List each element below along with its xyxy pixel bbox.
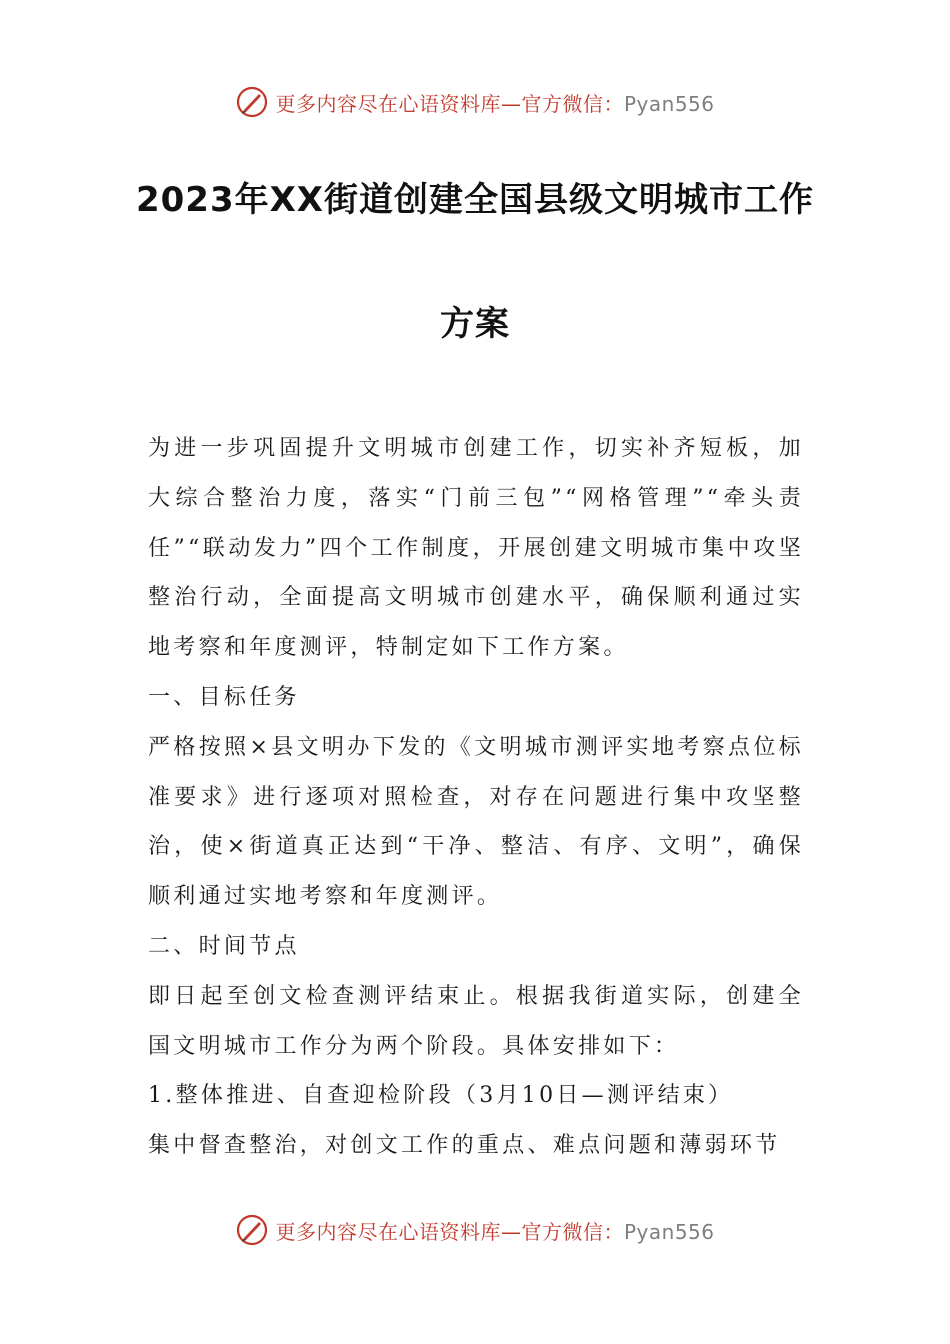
wechat-id: Pyan556 bbox=[623, 1219, 715, 1244]
paragraph-stage1: 集中督查整治，对创文工作的重点、难点问题和薄弱环节 bbox=[148, 1133, 781, 1159]
quill-logo-icon bbox=[235, 1213, 269, 1247]
paragraph-intro: 为进一步巩固提升文明城市创建工作，切实补齐短板，加大综合整治力度，落实“门前三包”“网格管理”“牵头责任”“联动发力”四个工作制度，开展创建文明城市集中攻坚整治行动，全面提高文明城市创建水平，确保顺利通过实地考察和年度测评，特制定如下工作方案。 bbox=[148, 436, 804, 661]
watermark-text: 更多内容尽在心语资料库—官方微信：Pyan556 bbox=[275, 1219, 715, 1244]
watermark-text: 更多内容尽在心语资料库—官方微信：Pyan556 bbox=[275, 91, 715, 116]
document-body bbox=[148, 424, 804, 1171]
wechat-id: Pyan556 bbox=[623, 91, 715, 116]
watermark-header bbox=[0, 82, 950, 122]
subheading-stage1: 1.整体推进、自查迎检阶段（3月10日—测评结束） bbox=[148, 1083, 734, 1109]
paragraph-goals: 严格按照×县文明办下发的《文明城市测评实地考察点位标准要求》进行逐项对照检查，对存在问题进行集中攻坚整治，使×街道真正达到“干净、整洁、有序、文明”，确保顺利通过实地考察和年度测评。 bbox=[148, 734, 804, 910]
heading-goals: 一、目标任务 bbox=[148, 684, 300, 710]
paragraph-timeline: 即日起至创文检查测评结束止。根据我街道实际，创建全国文明城市工作分为两个阶段。具体安排如下： bbox=[148, 983, 804, 1059]
heading-timeline: 二、时间节点 bbox=[148, 933, 300, 959]
document-title-line1: 2023年XX街道创建全国县级文明城市工作 bbox=[135, 180, 815, 220]
watermark-footer bbox=[0, 1210, 950, 1250]
document-title-line2: 方案 bbox=[440, 304, 510, 344]
quill-logo-icon bbox=[235, 85, 269, 119]
